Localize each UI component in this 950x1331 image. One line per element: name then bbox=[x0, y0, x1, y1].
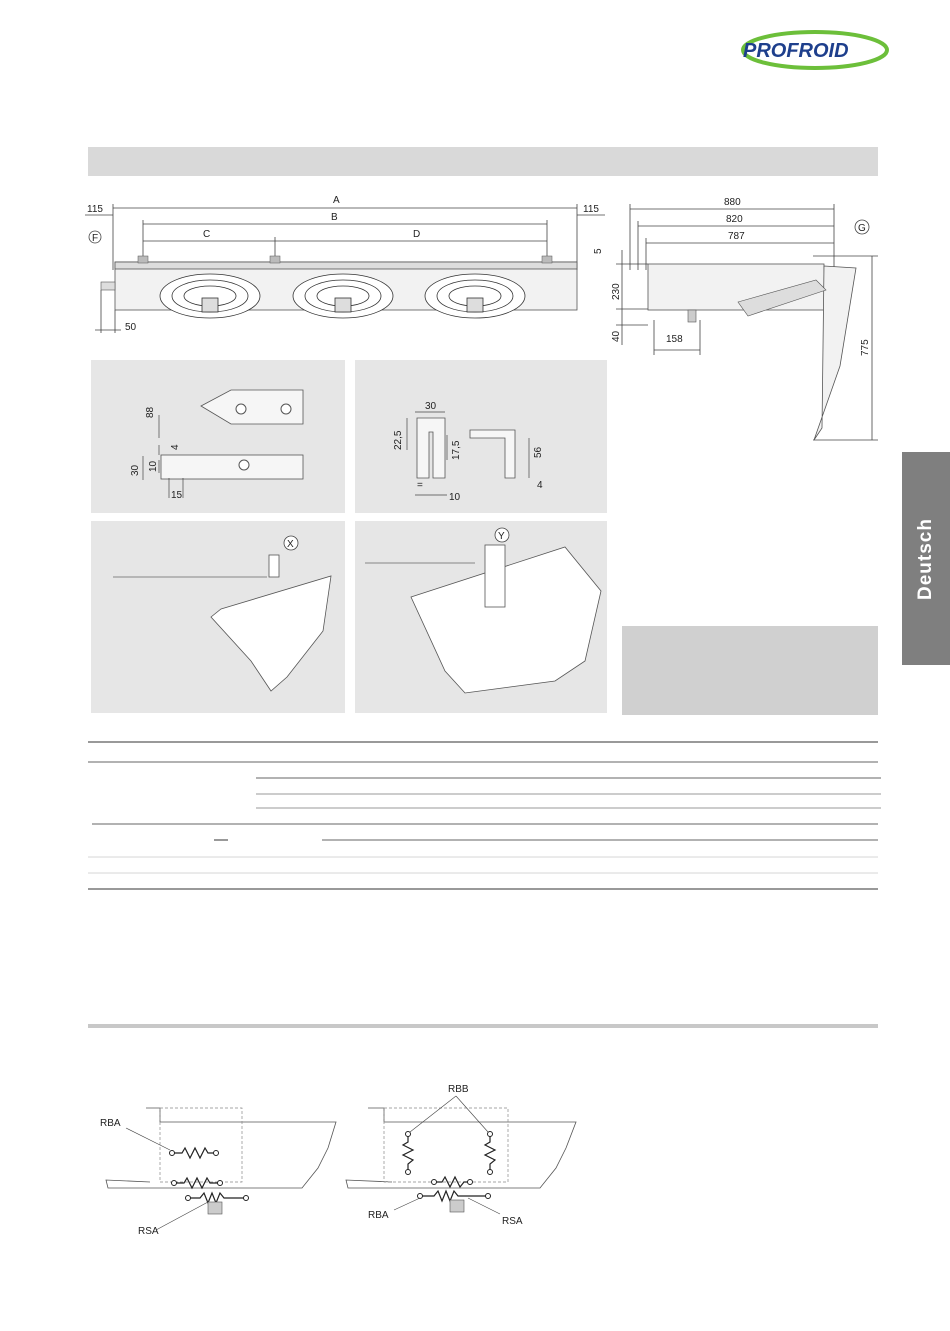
logo-text: PROFROID bbox=[743, 40, 849, 62]
side-view-drawing bbox=[593, 190, 893, 450]
wiring-diagram-right bbox=[338, 1082, 588, 1242]
spec-table-rules bbox=[86, 740, 886, 895]
detail-a-15: 15 bbox=[171, 490, 183, 501]
label-rbb-right: RBB bbox=[448, 1084, 469, 1095]
detail-a-30: 30 bbox=[130, 464, 141, 476]
language-tab-label: Deutsch bbox=[915, 517, 936, 600]
detail-b-22-5: 22,5 bbox=[393, 430, 404, 450]
detail-panel-mounting-slot bbox=[91, 360, 345, 513]
dim-left-offset: 115 bbox=[87, 204, 103, 215]
detail-b-eq: = bbox=[417, 480, 423, 491]
dim-775: 775 bbox=[860, 339, 871, 356]
dim-d: D bbox=[413, 229, 421, 240]
front-view-drawing bbox=[85, 190, 615, 340]
detail-a-10: 10 bbox=[148, 460, 159, 472]
label-rba-left: RBA bbox=[100, 1118, 121, 1129]
language-tab[interactable] bbox=[902, 452, 950, 665]
dim-right-offset: 115 bbox=[583, 204, 599, 215]
detail-b-17-5: 17,5 bbox=[451, 440, 462, 460]
dim-a: A bbox=[333, 195, 340, 206]
label-rsa-right: RSA bbox=[502, 1216, 523, 1227]
callout-f: F bbox=[92, 233, 99, 244]
dim-820: 820 bbox=[726, 214, 743, 225]
detail-panel-x bbox=[91, 521, 345, 713]
detail-b-56: 56 bbox=[533, 446, 544, 458]
dim-c: C bbox=[203, 229, 211, 240]
dim-5: 5 bbox=[593, 248, 604, 254]
dim-b: B bbox=[331, 212, 338, 223]
callout-x: X bbox=[287, 539, 294, 550]
label-rsa-left: RSA bbox=[138, 1226, 159, 1237]
profroid-logo bbox=[735, 28, 890, 72]
dim-880: 880 bbox=[724, 197, 741, 208]
dim-787: 787 bbox=[728, 231, 745, 242]
section-separator bbox=[88, 1024, 878, 1028]
detail-panel-bracket bbox=[355, 360, 607, 513]
dim-40: 40 bbox=[611, 330, 622, 342]
detail-a-4: 4 bbox=[170, 444, 181, 450]
wiring-diagram-left bbox=[96, 1098, 346, 1238]
detail-b-4: 4 bbox=[537, 480, 543, 491]
dim-230: 230 bbox=[611, 283, 622, 300]
dim-bottom: 50 bbox=[125, 322, 137, 333]
callout-y: Y bbox=[498, 531, 505, 542]
detail-b-30: 30 bbox=[425, 401, 437, 412]
detail-a-88: 88 bbox=[145, 406, 156, 418]
detail-panel-y bbox=[355, 521, 607, 713]
section-header-band bbox=[88, 147, 878, 176]
callout-g: G bbox=[858, 223, 866, 234]
detail-b-10: 10 bbox=[449, 492, 461, 503]
note-box bbox=[622, 626, 878, 715]
dim-158: 158 bbox=[666, 334, 683, 345]
label-rba-right: RBA bbox=[368, 1210, 389, 1221]
